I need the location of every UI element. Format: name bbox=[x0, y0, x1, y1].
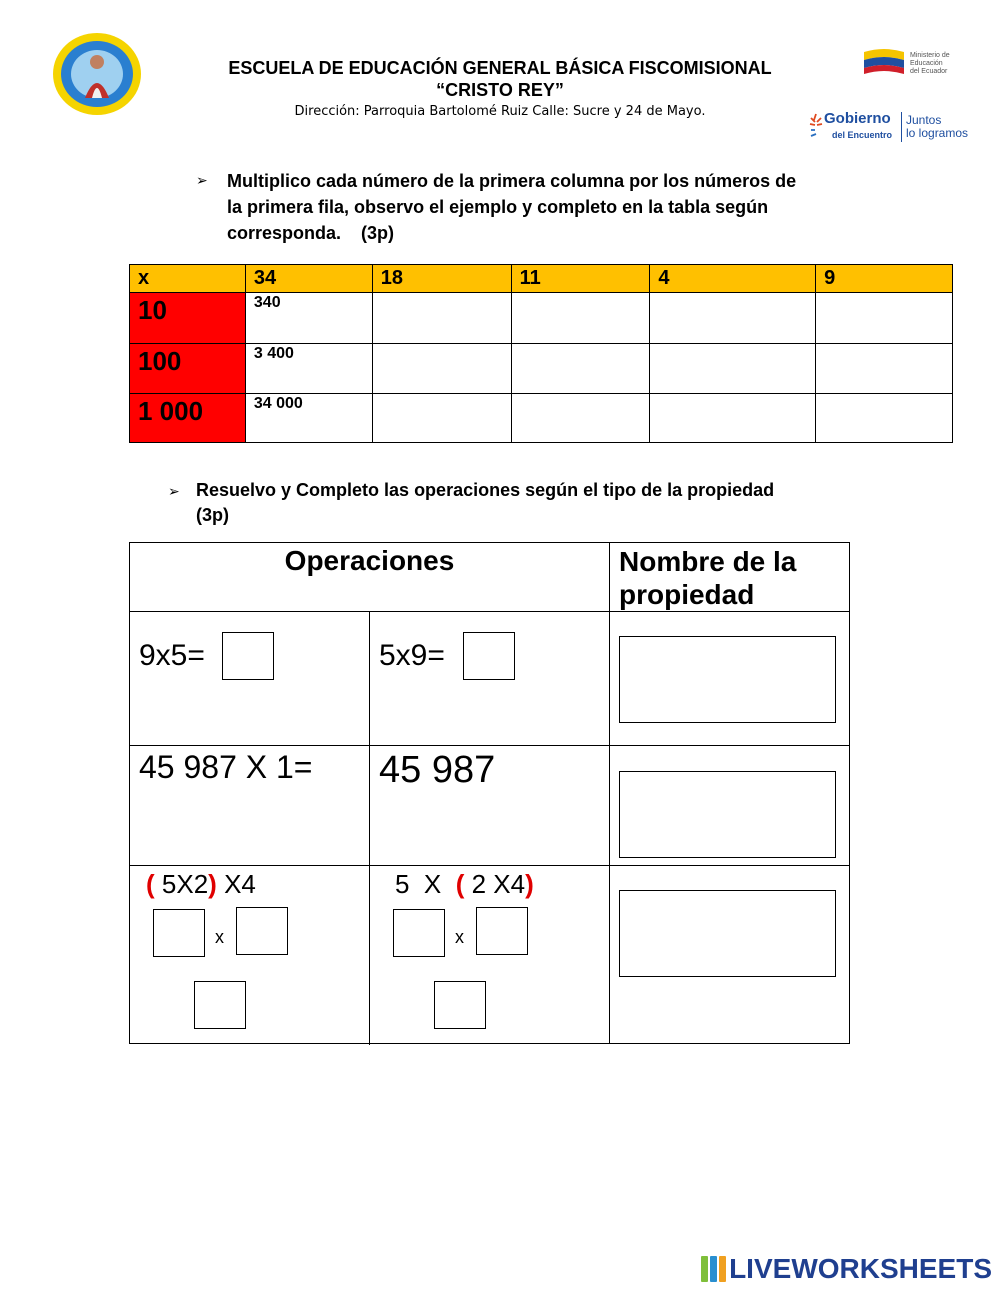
operation-identity-left: 45 987 X 1= bbox=[139, 749, 313, 785]
col-divider bbox=[609, 543, 610, 1043]
column-header: 34 bbox=[245, 265, 372, 293]
close-paren: ) bbox=[208, 869, 217, 899]
table-row bbox=[130, 293, 953, 344]
row-divider bbox=[130, 611, 849, 612]
school-address: Dirección: Parroquia Bartolomé Ruiz Calle: Sucre y 24 de Mayo. bbox=[294, 104, 706, 119]
example-cell: 34 000 bbox=[245, 394, 372, 443]
times-sign: x bbox=[455, 927, 464, 947]
answer-cell[interactable] bbox=[650, 394, 816, 443]
table-corner: x bbox=[130, 265, 246, 293]
example-cell: 340 bbox=[245, 293, 372, 344]
table-row bbox=[130, 344, 953, 394]
outer-factor: 5 X bbox=[395, 869, 456, 899]
row-divider bbox=[130, 745, 849, 746]
example-cell: 3 400 bbox=[245, 344, 372, 394]
answer-cell[interactable] bbox=[511, 293, 650, 344]
answer-cell[interactable] bbox=[650, 344, 816, 394]
gov-divider bbox=[901, 112, 902, 142]
liveworksheets-logo bbox=[701, 1251, 992, 1287]
instruction-1 bbox=[227, 168, 867, 246]
flag-icon bbox=[862, 48, 906, 78]
gov-slogan-2: lo logramos bbox=[906, 126, 969, 140]
properties-table bbox=[129, 542, 850, 1044]
header-property bbox=[619, 545, 796, 611]
row-header: 10 bbox=[130, 293, 246, 344]
multiplication-table bbox=[129, 264, 953, 443]
ministry-text-2: Educación bbox=[910, 60, 943, 67]
answer-box[interactable] bbox=[393, 909, 445, 957]
school-subtitle: “CRISTO REY” bbox=[436, 80, 564, 100]
sun-icon bbox=[808, 110, 824, 150]
open-paren: ( bbox=[146, 869, 155, 899]
instruction-1-line3: corresponda. (3p) bbox=[227, 223, 395, 243]
answer-cell[interactable] bbox=[816, 344, 953, 394]
operation-commutative-right: 5x9= bbox=[379, 639, 445, 672]
column-header: 9 bbox=[816, 265, 953, 293]
answer-box[interactable] bbox=[434, 981, 486, 1029]
property-name-box[interactable] bbox=[619, 771, 836, 858]
school-seal-logo bbox=[52, 32, 142, 116]
answer-box[interactable] bbox=[194, 981, 246, 1029]
instruction-1-line2: la primera fila, observo el ejemplo y completo en la tabla según bbox=[227, 197, 769, 217]
liveworksheets-icon bbox=[701, 1256, 727, 1282]
gov-logo-word1: Gobierno bbox=[824, 110, 891, 127]
open-paren: ( bbox=[455, 869, 465, 899]
answer-cell[interactable] bbox=[372, 344, 511, 394]
operation-commutative-left: 9x5= bbox=[139, 639, 205, 672]
row-header: 100 bbox=[130, 344, 246, 394]
property-name-box[interactable] bbox=[619, 890, 836, 977]
answer-cell[interactable] bbox=[372, 394, 511, 443]
answer-cell[interactable] bbox=[816, 394, 953, 443]
table-header-row bbox=[130, 265, 953, 293]
inner-expression: 5X2 bbox=[154, 869, 209, 899]
liveworksheets-brand: LIVEWORKSHEETS bbox=[729, 1253, 992, 1284]
row-divider bbox=[130, 865, 849, 866]
operation-identity-right: 45 987 bbox=[379, 749, 496, 791]
gov-logo-word2: del Encuentro bbox=[832, 130, 893, 140]
ministry-text-1: Ministerio de bbox=[910, 52, 950, 59]
answer-cell[interactable] bbox=[372, 293, 511, 344]
ministry-logo bbox=[862, 48, 972, 80]
instruction-2 bbox=[196, 478, 856, 528]
answer-cell[interactable] bbox=[816, 293, 953, 344]
government-logo bbox=[808, 108, 978, 150]
ministry-text-3: del Ecuador bbox=[910, 68, 948, 75]
outer-factor: X4 bbox=[216, 869, 256, 899]
times-sign: x bbox=[215, 927, 224, 947]
header-property-line1: Nombre de la bbox=[619, 546, 797, 577]
school-name: ESCUELA DE EDUCACIÓN GENERAL BÁSICA FISCOMISIONAL bbox=[228, 58, 772, 78]
instruction-2-line2: (3p) bbox=[196, 505, 229, 525]
col-divider bbox=[369, 611, 370, 1045]
column-header: 4 bbox=[650, 265, 816, 293]
instruction-2-line1: Resuelvo y Completo las operaciones según el tipo de la propiedad bbox=[196, 480, 775, 500]
operation-associative-left bbox=[146, 869, 256, 900]
answer-cell[interactable] bbox=[650, 293, 816, 344]
answer-box[interactable] bbox=[153, 909, 205, 957]
bullet-arrow-icon: ➢ bbox=[168, 483, 180, 499]
answer-cell[interactable] bbox=[511, 344, 650, 394]
column-header: 18 bbox=[372, 265, 511, 293]
bullet-arrow-icon: ➢ bbox=[196, 172, 208, 188]
answer-box[interactable] bbox=[476, 907, 528, 955]
answer-box[interactable] bbox=[236, 907, 288, 955]
table-row bbox=[130, 394, 953, 443]
instruction-1-line1: Multiplico cada número de la primera columna por los números de bbox=[227, 171, 797, 191]
operation-associative-right bbox=[395, 869, 534, 900]
row-header: 1 000 bbox=[130, 394, 246, 443]
answer-cell[interactable] bbox=[511, 394, 650, 443]
header-operations: Operaciones bbox=[284, 545, 455, 576]
close-paren: ) bbox=[525, 869, 534, 899]
answer-box[interactable] bbox=[222, 632, 274, 680]
header-property-line2: propiedad bbox=[619, 579, 755, 610]
property-name-box[interactable] bbox=[619, 636, 836, 723]
answer-box[interactable] bbox=[463, 632, 515, 680]
gov-slogan-1: Juntos bbox=[906, 113, 942, 127]
inner-expression: 2 X4 bbox=[464, 869, 526, 899]
column-header: 11 bbox=[511, 265, 650, 293]
